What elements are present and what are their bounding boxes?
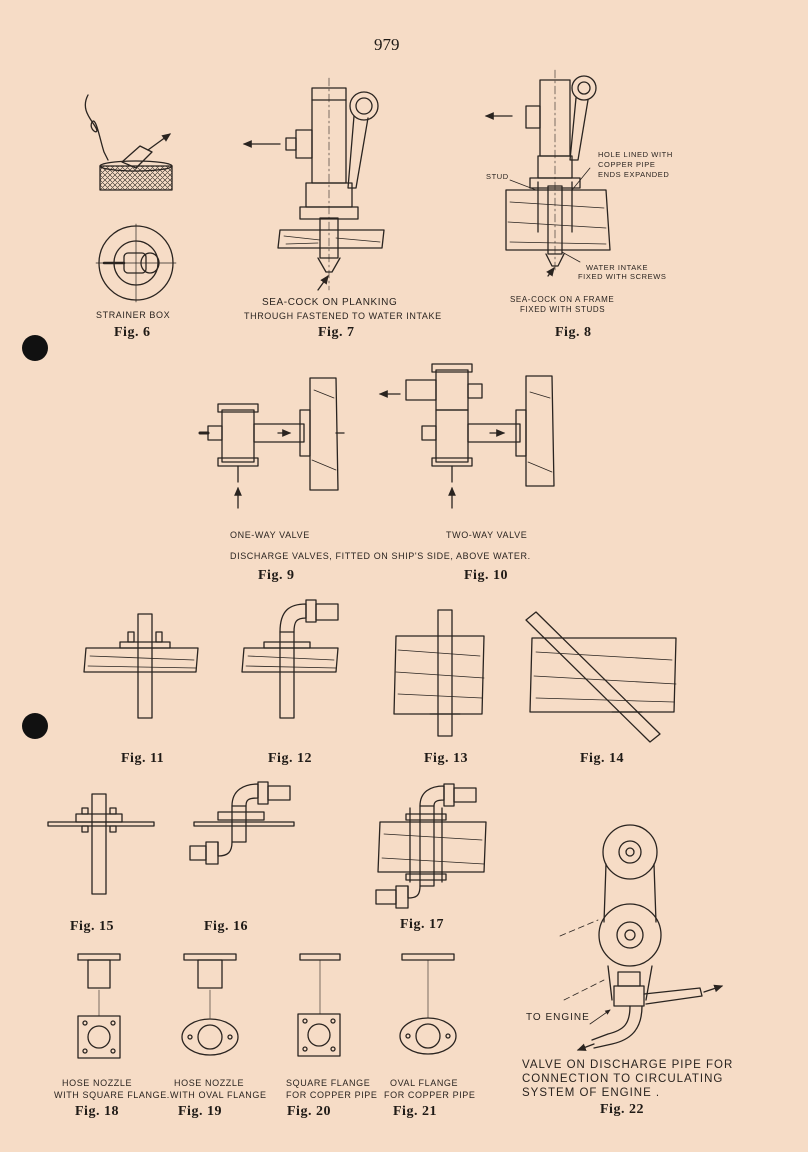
fig22-caption-line2: CONNECTION TO CIRCULATING bbox=[522, 1073, 724, 1085]
discharge-caption: DISCHARGE VALVES, FITTED ON SHIP'S SIDE, ABOVE WATER. bbox=[230, 551, 531, 561]
fig10-label: Fig. 10 bbox=[464, 568, 508, 583]
fig7-sea-cock-drawing bbox=[244, 78, 384, 290]
fig18-hose-nozzle-square-drawing bbox=[78, 954, 120, 1058]
fig8-caption-line1: SEA-COCK ON A FRAME bbox=[510, 295, 615, 304]
fig19-caption-line2: WITH OVAL FLANGE bbox=[170, 1090, 267, 1100]
fig22-label: Fig. 22 bbox=[600, 1102, 644, 1117]
fig20-label: Fig. 20 bbox=[287, 1104, 331, 1119]
fig6-strainer-box-drawing bbox=[85, 95, 176, 302]
fig21-caption-line2: FOR COPPER PIPE bbox=[384, 1090, 476, 1100]
fig12-elbow-pipe-drawing bbox=[242, 600, 338, 718]
page-number: 979 bbox=[374, 35, 400, 54]
fig7-caption-line2: THROUGH FASTENED TO WATER INTAKE bbox=[244, 311, 442, 321]
fig9-label: Fig. 9 bbox=[258, 568, 295, 583]
fig18-label: Fig. 18 bbox=[75, 1104, 119, 1119]
fig6-label: Fig. 6 bbox=[114, 325, 151, 340]
fig15-label: Fig. 15 bbox=[70, 919, 114, 934]
fig21-label: Fig. 21 bbox=[393, 1104, 437, 1119]
fig16-double-elbow-drawing bbox=[190, 782, 294, 864]
fig8-hole-line2: COPPER PIPE bbox=[598, 160, 656, 169]
fig13-pipe-through-frame-drawing bbox=[394, 610, 484, 736]
fig22-engine-label: TO ENGINE bbox=[526, 1012, 590, 1023]
fig8-caption-line2: FIXED WITH STUDS bbox=[520, 305, 606, 314]
fig19-hose-nozzle-oval-drawing bbox=[182, 954, 238, 1055]
fig11-label: Fig. 11 bbox=[121, 751, 165, 766]
fig17-label: Fig. 17 bbox=[400, 917, 444, 932]
fig18-caption-line1: HOSE NOZZLE bbox=[62, 1078, 133, 1088]
fig17-pipe-through-frame-elbows-drawing bbox=[376, 784, 486, 908]
fig14-angled-pipe-drawing bbox=[526, 612, 676, 742]
fig8-intake-line1: WATER INTAKE bbox=[586, 263, 649, 272]
fig21-oval-flange-drawing bbox=[400, 954, 456, 1054]
fig19-caption-line1: HOSE NOZZLE bbox=[174, 1078, 245, 1088]
fig13-label: Fig. 13 bbox=[424, 751, 468, 766]
fig8-intake-line2: FIXED WITH SCREWS bbox=[578, 272, 667, 281]
fig6-caption: STRAINER BOX bbox=[96, 310, 171, 320]
fig10-two-way-valve-drawing bbox=[380, 364, 554, 508]
fig8-label: Fig. 8 bbox=[555, 325, 592, 340]
fig9-caption: ONE-WAY VALVE bbox=[230, 530, 310, 540]
fig8-hole-line3: ENDS EXPANDED bbox=[598, 170, 670, 179]
fig11-pipe-through-planking-drawing bbox=[84, 614, 198, 718]
fig8-hole-line1: HOLE LINED WITH bbox=[598, 150, 673, 159]
fig8-stud-label: STUD bbox=[486, 172, 509, 181]
fig12-label: Fig. 12 bbox=[268, 751, 312, 766]
fig10-caption: TWO-WAY VALVE bbox=[446, 530, 528, 540]
fig20-caption-line1: SQUARE FLANGE bbox=[286, 1078, 371, 1088]
fig20-square-flange-drawing bbox=[298, 954, 340, 1056]
fig7-label: Fig. 7 bbox=[318, 325, 355, 340]
fig9-one-way-valve-drawing bbox=[200, 378, 344, 508]
fig20-caption-line2: FOR COPPER PIPE bbox=[286, 1090, 378, 1100]
fig16-label: Fig. 16 bbox=[204, 919, 248, 934]
fig14-label: Fig. 14 bbox=[580, 751, 624, 766]
fig18-caption-line2: WITH SQUARE FLANGE. bbox=[54, 1090, 170, 1100]
fig19-label: Fig. 19 bbox=[178, 1104, 222, 1119]
fig7-caption-line1: SEA-COCK ON PLANKING bbox=[262, 297, 398, 308]
fig22-caption-line3: SYSTEM OF ENGINE . bbox=[522, 1087, 661, 1099]
fig15-flanged-pipe-drawing bbox=[48, 794, 154, 894]
fig22-caption-line1: VALVE ON DISCHARGE PIPE FOR bbox=[522, 1059, 734, 1071]
fig21-caption-line1: OVAL FLANGE bbox=[390, 1078, 459, 1088]
